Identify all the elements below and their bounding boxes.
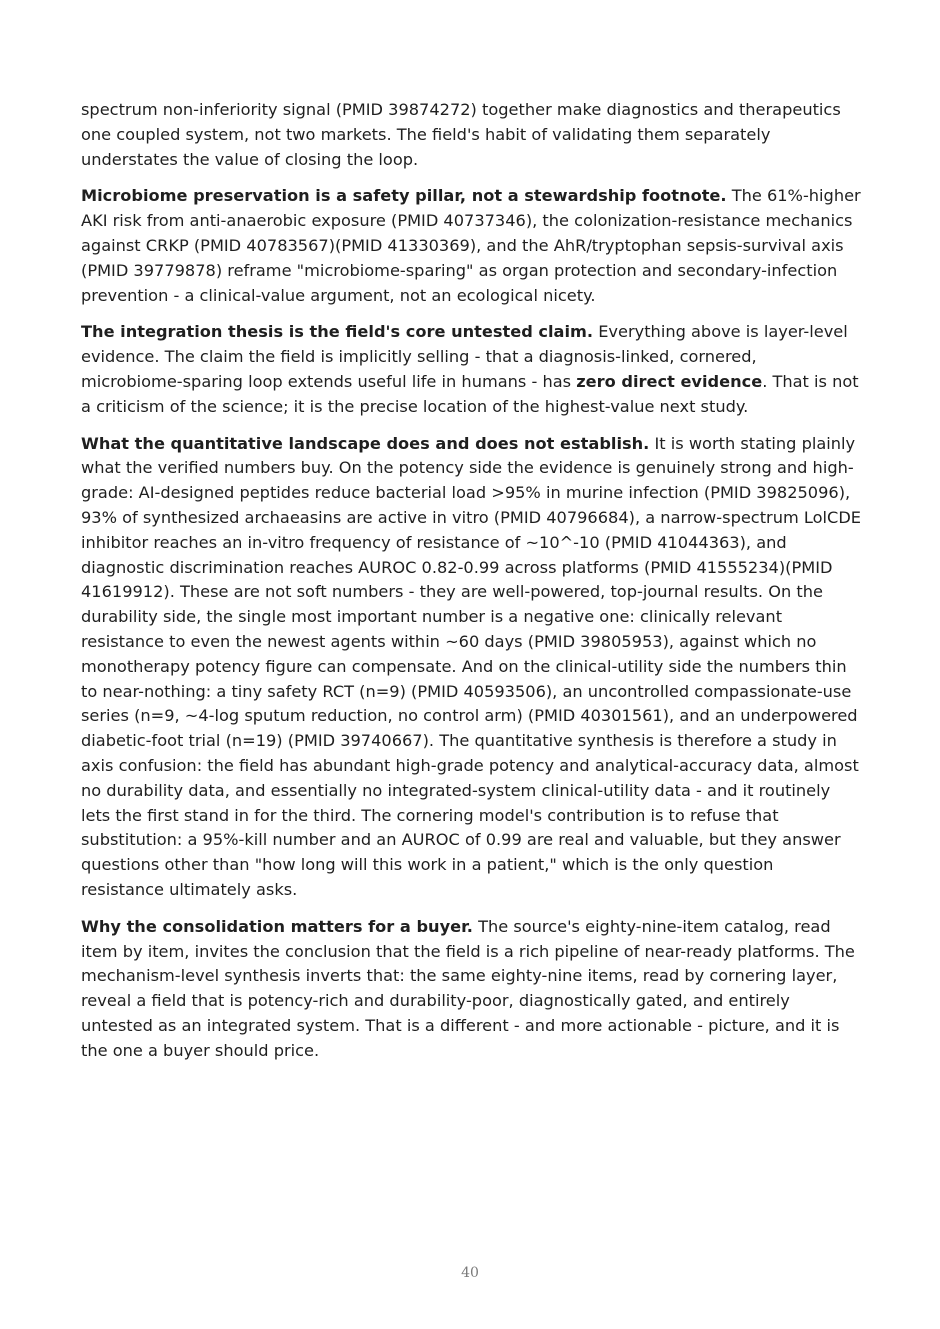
paragraph-lead: What the quantitative landscape does and does not establish. xyxy=(81,433,650,453)
paragraph-integration-thesis xyxy=(81,320,861,419)
paragraph-consolidation-buyer xyxy=(81,915,861,1064)
paragraph-microbiome-preservation xyxy=(81,184,861,308)
paragraph-text: The source's eighty-nine-item catalog, read item by item, invites the conclusion that the field is a rich pipeline of near-ready platforms. The mechanism-level synthesis inverts that: the same eighty-nine items, read by cornering layer, reveal a field that is potency-rich and durability-poor, diagnostically gated, and entirely untested as an integrated system. That is a different - and more actionable - picture, and it is the one a buyer should price. xyxy=(81,916,855,1060)
paragraph-text: It is worth stating plainly what the verified numbers buy. On the potency side the evidence is genuinely strong and high-grade: AI-designed peptides reduce bacterial load >95% in murine infection (PMID 39825096), 93% of synthesized archaeasins are active in vitro (PMID 40796684), a narrow-spectrum LolCDE inhibitor reaches an in-vitro frequency of resistance of ~10^-10 (PMID 41044363), and diagnostic discrimination reaches AUROC 0.82-0.99 across platforms (PMID 41555234)(PMID 41619912). These are not soft numbers - they are well-powered, top-journal results. On the durability side, the single most important number is a negative one: clinically relevant resistance to even the newest agents within ~60 days (PMID 39805953), against which no monotherapy potency figure can compensate. And on the clinical-utility side the numbers thin to near-nothing: a tiny safety RCT (n=9) (PMID 40593506), an uncontrolled compassionate-use series (n=9, ~4-log sputum reduction, no control arm) (PMID 40301561), and an underpowered diabetic-foot trial (n=19) (PMID 39740667). The quantitative synthesis is therefore a study in axis confusion: the field has abundant high-grade potency and analytical-accuracy data, almost no durability data, and essentially no integrated-system clinical-utility data - and it routinely lets the first stand in for the third. The cornering model's contribution is to refuse that substitution: a 95%-kill number and an AUROC of 0.99 are real and valuable, but they answer questions other than "how long will this work in a patient," which is the only question resistance ultimately asks. xyxy=(81,433,862,899)
paragraph-quantitative-landscape xyxy=(81,432,861,903)
paragraph-lead: Why the consolidation matters for a buyer. xyxy=(81,916,473,936)
paragraph-emphasis: zero direct evidence xyxy=(576,371,763,391)
paragraph-text: spectrum non-inferiority signal (PMID 39874272) together make diagnostics and therapeutics one coupled system, not two markets. The field's habit of validating them separately understates the value of closing the loop. xyxy=(81,100,841,169)
paragraph-lead: The integration thesis is the field's core untested claim. xyxy=(81,322,594,342)
paragraph-text: The 61%-higher AKI risk from anti-anaerobic exposure (PMID 40737346), the colonization-resistance mechanics against CRKP (PMID 40783567)(PMID 41330369), and the AhR/tryptophan sepsis-survival axis (PMID 39779878) reframe "microbiome-sparing" as organ protection and secondary-infection prevention - a clinical-value argument, not an ecological nicety. xyxy=(81,186,861,305)
paragraph-text: Everything above is layer-level evidence. The claim the field is implicitly selling - that a diagnosis-linked, cornered, microbiome-sparing loop extends useful life in humans - has xyxy=(81,322,848,391)
paragraph-text-continued: . That is not a criticism of the science; it is the precise location of the highest-value next study. xyxy=(81,371,859,416)
paragraph-lead: Microbiome preservation is a safety pillar, not a stewardship footnote. xyxy=(81,186,727,206)
paragraph-loop-closing xyxy=(81,98,861,172)
page-number: 40 xyxy=(461,1265,479,1281)
page-body xyxy=(81,98,861,1075)
